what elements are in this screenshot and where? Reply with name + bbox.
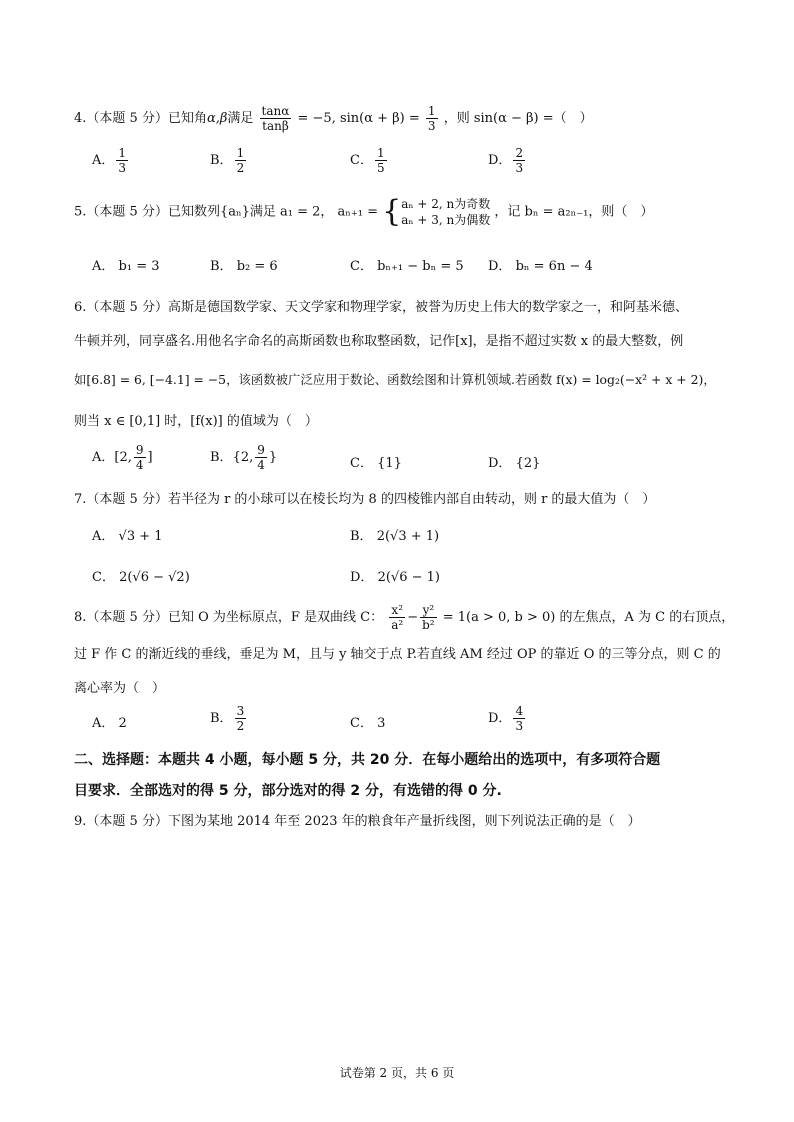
q7-stem: 7.（本题 5 分）若半径为 r 的小球可以在棱长均为 8 的四棱锥内部自由转动，则 r 的最大值为（ ） bbox=[74, 492, 656, 507]
q8-line-2: 过 F 作 C 的渐近线的垂线，垂足为 M，且与 y 轴交于点 P.若直线 AM 经过 OP 的靠近 O 的三等分点，则 C 的 bbox=[74, 647, 721, 662]
q8-option-b[interactable]: B． $\frac{3}{2}$ bbox=[210, 704, 245, 733]
q5-option-b[interactable]: B． b₂ = 6 bbox=[210, 259, 278, 274]
q8-option-c[interactable]: C． 3 bbox=[350, 716, 386, 731]
q5-stem: 5.（本题 5 分）已知数列{aₙ}满足 a₁ = 2， aₙ₊₁ = { aₙ + 2, n为奇数 aₙ + 3, n为偶数 ，记 bₙ = a₂ₙ₋₁，则（ ） bbox=[74, 194, 654, 229]
page-footer: 试卷第 2 页，共 6 页 bbox=[339, 1066, 455, 1080]
q4-fraction-tan: $\frac{\tan\alpha}{\tan\beta}$ bbox=[261, 104, 290, 133]
brace-glyph: { bbox=[382, 194, 402, 229]
q5-cases: aₙ + 2, n为奇数 aₙ + 3, n为偶数 bbox=[401, 197, 491, 227]
q4-option-d[interactable]: D． $\frac{2}{3}$ bbox=[488, 146, 524, 175]
section-2-heading-line-1: 二、选择题：本题共 4 小题，每小题 5 分，共 20 分．在每小题给出的选项中，有多项符合题 bbox=[74, 752, 661, 768]
q6-line-1: 6.（本题 5 分）高斯是德国数学家、天文学家和物理学家，被誉为历史上伟大的数学家之一，和阿基米德、 bbox=[74, 300, 688, 315]
q6-line-2: 牛顿并列，同享盛名.用他名字命名的高斯函数也称取整函数，记作[x]，是指不超过实数 x 的最大整数，例 bbox=[74, 334, 684, 349]
q7-option-d[interactable]: D． 2(√6 − 1) bbox=[350, 570, 440, 585]
q6-option-a[interactable]: A．[2, $\frac{9}{4}$ ] bbox=[92, 443, 153, 472]
q4-option-a[interactable]: A． $\frac{1}{3}$ bbox=[92, 146, 127, 175]
q6-option-d[interactable]: D． {2} bbox=[488, 456, 541, 471]
q7-option-b[interactable]: B． 2(√3 + 1) bbox=[350, 529, 440, 544]
q9-stem: 9.（本题 5 分）下图为某地 2014 年至 2023 年的粮食年产量折线图，则下列说法正确的是（ ） bbox=[74, 814, 641, 829]
q4-stem: 4.（本题 5 分）已知角α,β满足 $\frac{\tan\alpha}{\tan\beta}$ = −5, sin(α + β) = $\frac{1}{3}$ ，则 sin(α − β) =（ ） bbox=[74, 104, 593, 133]
q8-line-1: 8.（本题 5 分）已知 O 为坐标原点，F 是双曲线 C： $\frac{\text{x²}}{\text{a²}}$ − $\frac{\text{y²}}{\text{b²}}$ = 1(a > 0, b > 0) 的左焦点，A 为 C 的右顶点， bbox=[74, 603, 735, 632]
q5-option-c[interactable]: C． bₙ₊₁ − bₙ = 5 bbox=[350, 259, 464, 274]
q8-option-d[interactable]: D． $\frac{4}{3}$ bbox=[488, 704, 524, 733]
q6-option-b[interactable]: B．{2, $\frac{9}{4}$ } bbox=[210, 443, 278, 472]
q5-option-d[interactable]: D． bₙ = 6n − 4 bbox=[488, 259, 593, 274]
q7-option-a[interactable]: A． √3 + 1 bbox=[92, 529, 163, 544]
q4-option-b[interactable]: B． $\frac{1}{2}$ bbox=[210, 146, 245, 175]
q4-option-c[interactable]: C． $\frac{1}{5}$ bbox=[350, 146, 385, 175]
section-2-heading-line-2: 目要求．全部选对的得 5 分，部分选对的得 2 分，有选错的得 0 分. bbox=[74, 783, 502, 799]
q7-option-c[interactable]: C． 2(√6 − √2) bbox=[92, 570, 190, 585]
q8-line-3: 离心率为（ ） bbox=[74, 681, 166, 696]
q6-line-3: 如[6.8] = 6, [−4.1] = −5，该函数被广泛应用于数论、函数绘图和计算机领域.若函数 f(x) = log₂(−x² + x + 2)， bbox=[74, 372, 716, 387]
q6-option-c[interactable]: C． {1} bbox=[350, 456, 402, 471]
q5-option-a[interactable]: A． b₁ = 3 bbox=[92, 259, 160, 274]
q4-fraction-third: $\frac{1}{3}$ bbox=[427, 104, 436, 133]
q6-line-4: 则当 x ∈ [0,1] 时，[f(x)] 的值域为（ ） bbox=[74, 414, 318, 429]
q8-option-a[interactable]: A． 2 bbox=[92, 716, 127, 731]
